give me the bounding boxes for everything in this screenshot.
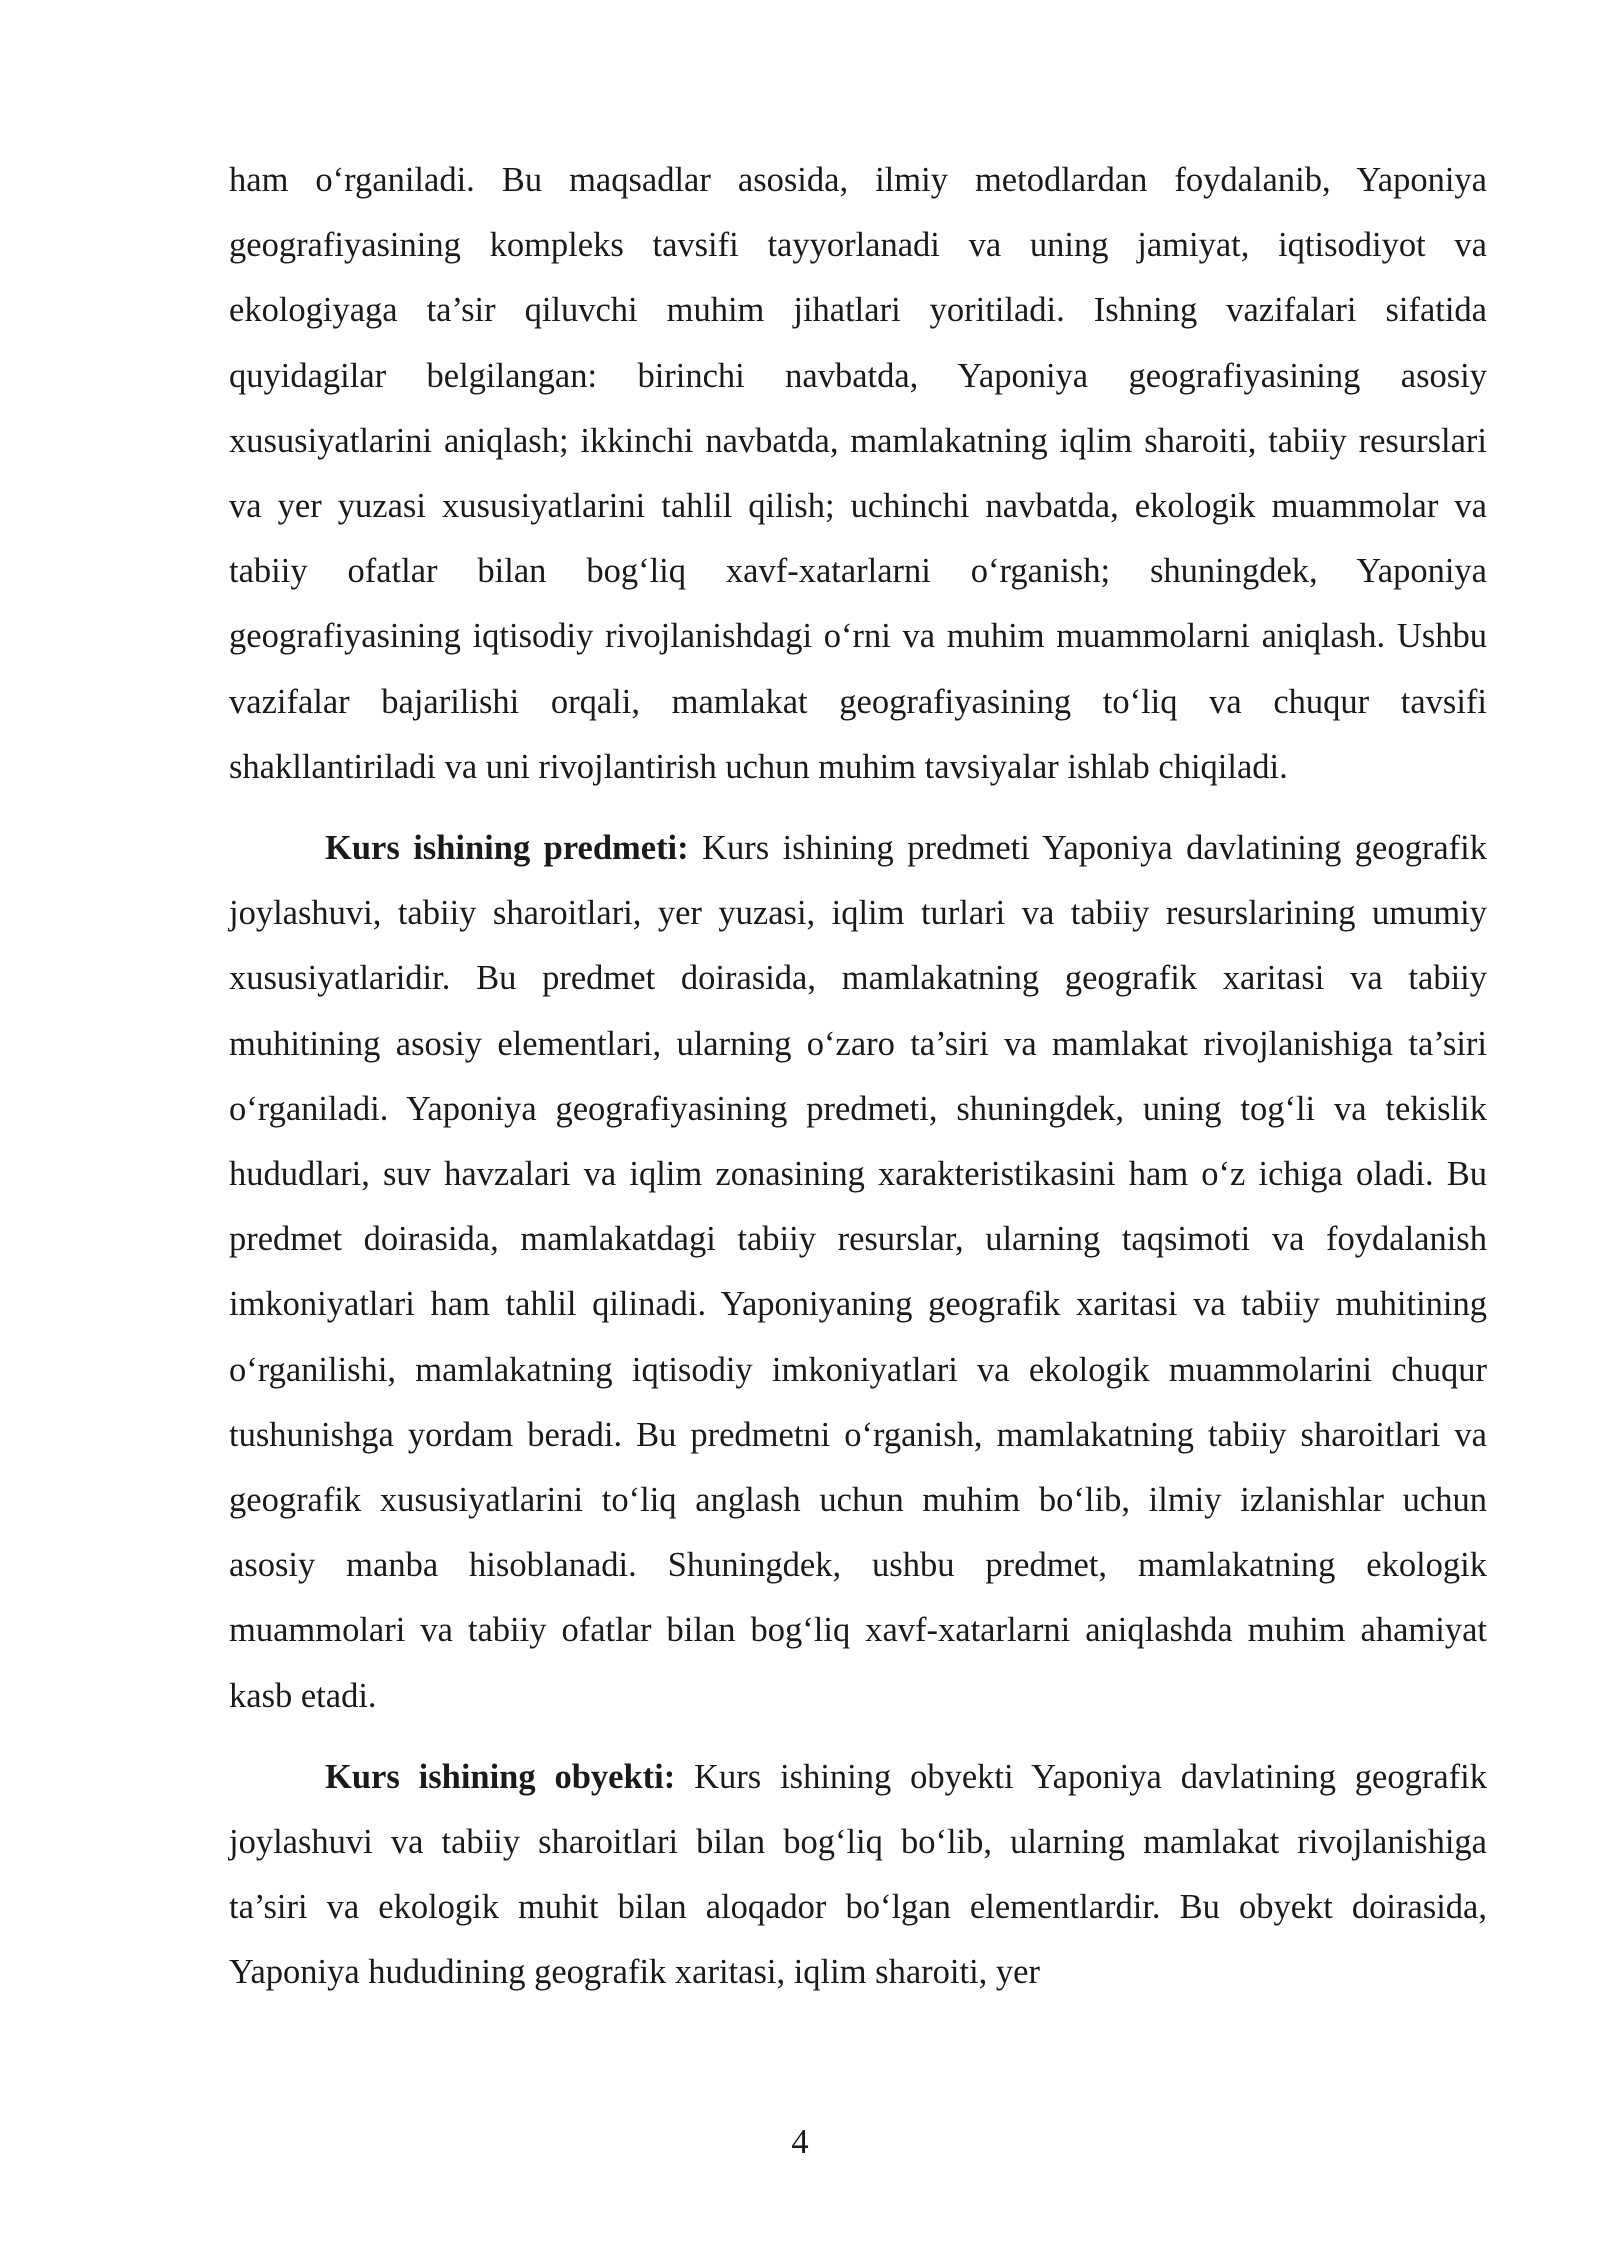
paragraph-continuation [229,148,1487,800]
paragraph-predmeti [229,816,1487,1729]
paragraph-text: Kurs ishining predmeti Yaponiya davlatining geografik joylashuvi, tabiiy sharoitlari, yer yuzasi, iqlim turlari va tabiiy resurslarining umumiy xususiyatlaridir. Bu predmet doirasida, mamlakatning geografik xaritasi va tabiiy muhitining asosiy elementlari, ularning o‘zaro ta’siri va mamlakat rivojlanishiga ta’siri o‘rganiladi. Yaponiya geografiyasining predmeti, shuningdek, uning tog‘li va tekislik hududlari, suv havzalari va iqlim zonasining xarakteristikasini ham o‘z ichiga oladi. Bu predmet doirasida, mamlakatdagi tabiiy resurslar, ularning taqsimoti va foydalanish imkoniyatlari ham tahlil qilinadi. Yaponiyaning geografik xaritasi va tabiiy muhitining o‘rganilishi, mamlakatning iqtisodiy imkoniyatlari va ekologik muammolarini chuqur tushunishga yordam beradi. Bu predmetni o‘rganish, mamlakatning tabiiy sharoitlari va geografik xususiyatlarini to‘liq anglash uchun muhim bo‘lib, ilmiy izlanishlar uchun asosiy manba hisoblanadi. Shuningdek, ushbu predmet, mamlakatning ekologik muammolari va tabiiy ofatlar bilan bog‘liq xavf-xatarlarni aniqlashda muhim ahamiyat kasb etadi. [229,829,1487,1715]
paragraph-heading: Kurs ishining predmeti: [325,829,689,868]
paragraph-text: ham o‘rganiladi. Bu maqsadlar asosida, ilmiy metodlardan foydalanib, Yaponiya geografiyasining kompleks tavsifi tayyorlanadi va uning jamiyat, iqtisodiyot va ekologiyaga ta’sir qiluvchi muhim jihatlari yoritiladi. Ishning vazifalari sifatida quyidagilar belgilangan: birinchi navbatda, Yaponiya geografiyasining asosiy xususiyatlarini aniqlash; ikkinchi navbatda, mamlakatning iqlim sharoiti, tabiiy resurslari va yer yuzasi xususiyatlarini tahlil qilish; uchinchi navbatda, ekologik muammolar va tabiiy ofatlar bilan bog‘liq xavf-xatarlarni o‘rganish; shuningdek, Yaponiya geografiyasining iqtisodiy rivojlanishdagi o‘rni va muhim muammolarni aniqlash. Ushbu vazifalar bajarilishi orqali, mamlakat geografiyasining to‘liq va chuqur tavsifi shakllantiriladi va uni rivojlantirish uchun muhim tavsiyalar ishlab chiqiladi. [229,161,1487,786]
page-number: 4 [791,2123,809,2161]
body-text [229,148,1487,2006]
paragraph-heading: Kurs ishining obyekti: [325,1757,676,1796]
paragraph-text: Kurs ishining obyekti Yaponiya davlatining geografik joylashuvi va tabiiy sharoitlari bilan bog‘liq bo‘lib, ularning mamlakat rivojlanishiga ta’siri va ekologik muhit bilan aloqador bo‘lgan elementlardir. Bu obyekt doirasida, Yaponiya hududining geografik xaritasi, iqlim sharoiti, yer [229,1757,1487,1992]
paragraph-obyekti [229,1745,1487,2006]
